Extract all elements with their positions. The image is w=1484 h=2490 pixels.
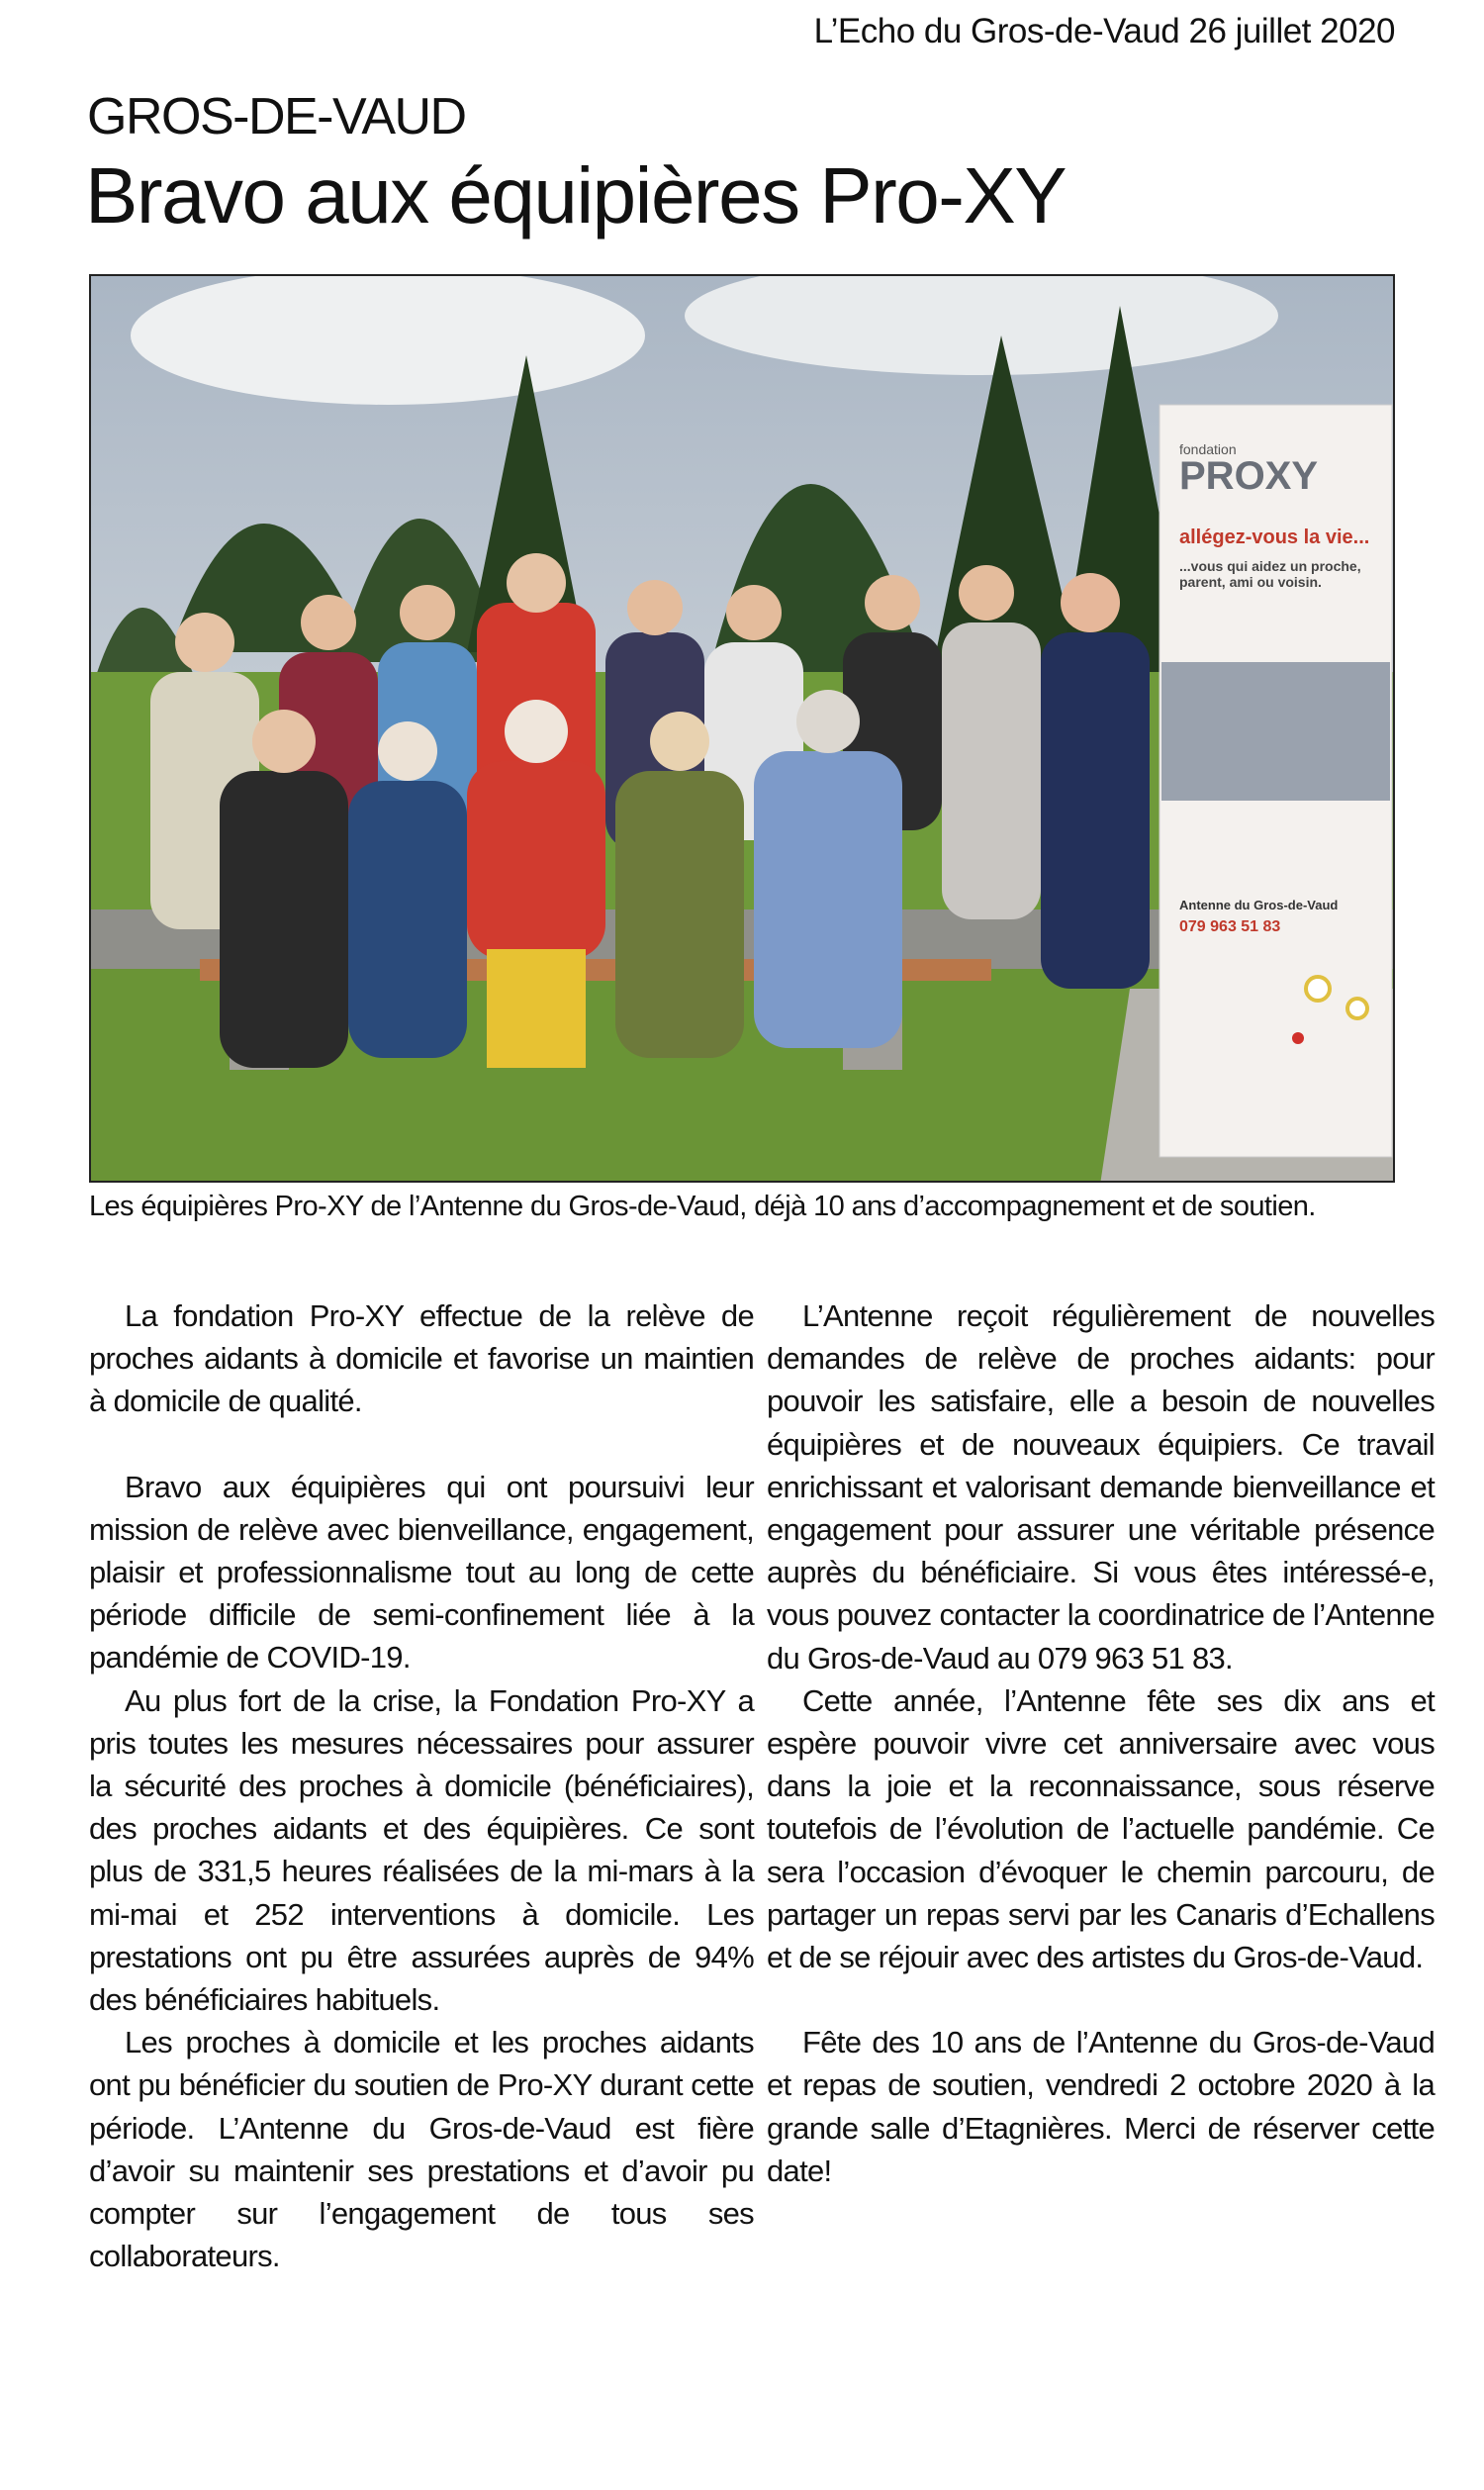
banner-logo-small: fondation xyxy=(1179,441,1237,457)
article-paragraph: Au plus fort de la crise, la Fondation Pro-XY a pris toutes les mesures nécessaires pour assurer la sécurité des proches à domicile (bénéficiaires), des proches aidants et des équipières. Ce sont plus de 331,5 heures réalisées de la mi-mars à la mi-mai et 252 interventions à domicile. Les prestations ont pu être assurées auprès de 94% des bénéficiaires habituels. xyxy=(89,1682,754,2018)
banner-antenna: Antenne du Gros-de-Vaud xyxy=(1179,898,1339,912)
event-announcement: Fête des 10 ans de l’Antenne du Gros-de-Vaud et repas de soutien, vendredi 2 octobre 2020 à la grande salle d’Etagnières. Merci de réserver cette date! xyxy=(767,2025,1435,2188)
article-paragraph: L’Antenne reçoit régulièrement de nouvelles demandes de relève de proches aidants: pour pouvoir les satisfaire, elle a besoin de nouvelles équipières et de nouveaux équipiers. Ce travail enrichissant et valorisant demande bienveillance et engagement pour assurer une véritable présence auprès du bénéficiaire. Si vous êtes intéressé-e, vous pouvez contacter la coordinatrice de l’Antenne du Gros-de-Vaud au 079 963 51 83. xyxy=(767,1298,1435,1676)
article-column-right xyxy=(767,1294,1435,2192)
publication-source-date: L’Echo du Gros-de-Vaud 26 juillet 2020 xyxy=(813,12,1395,50)
article-paragraph: Cette année, l’Antenne fête ses dix ans et espère pouvoir vivre cet anniversaire avec vous dans la joie et la reconnaissance, sous réserve toutefois de l’évolution de l’actuelle pandémie. Ce sera l’occasion d’évoquer le chemin parcouru, de partager un repas servi par les Canaris d’Echallens et de se réjouir avec des artistes du Gros-de-Vaud. xyxy=(767,1682,1435,1975)
article-paragraph: Bravo aux équipières qui ont poursuivi leur mission de relève avec bienveillance, engagement, plaisir et professionnalisme tout au long de cette période difficile de semi-confinement liée à la pandémie de COVID-19. xyxy=(89,1469,754,1676)
article-title: Bravo aux équipières Pro-XY xyxy=(85,151,1067,239)
article-paragraph: Les proches à domicile et les proches aidants ont pu bénéficier du soutien de Pro-XY durant cette période. L’Antenne du Gros-de-Vaud est fière d’avoir su maintenir ses prestations et d’avoir pu compter sur l’engagement de tous ses collaborateurs. xyxy=(89,2025,754,2274)
photo-caption: Les équipières Pro-XY de l’Antenne du Gros-de-Vaud, déjà 10 ans d’accompagnement et de soutien. xyxy=(89,1191,1316,1222)
banner-phone: 079 963 51 83 xyxy=(1179,918,1281,935)
banner-logo: PROXY xyxy=(1179,454,1319,498)
article-paragraph: La fondation Pro-XY effectue de la relève de proches aidants à domicile et favorise un maintien à domicile de qualité. xyxy=(89,1298,754,1419)
article-column-left xyxy=(89,1294,754,2277)
banner-slogan: allégez-vous la vie... xyxy=(1179,527,1370,548)
article-photo xyxy=(89,274,1395,1183)
banner-subtitle: ...vous qui aidez un proche, parent, ami ou voisin. xyxy=(1179,558,1361,590)
region-kicker: GROS-DE-VAUD xyxy=(87,88,466,145)
